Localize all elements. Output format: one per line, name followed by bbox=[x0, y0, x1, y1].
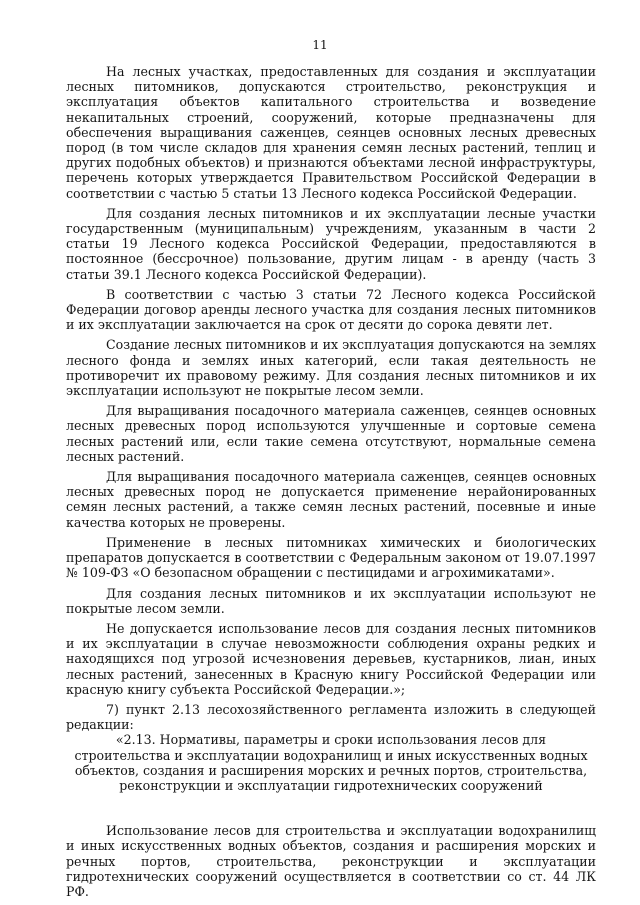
spacer bbox=[66, 793, 596, 823]
paragraph-amendment-item-7: 7) пункт 2.13 лесохозяйственного регламента изложить в следующей редакции: bbox=[66, 701, 596, 733]
paragraph-seed-restrictions: Для выращивания посадочного материала саженцев, сеянцев основных лесных древесных пород не допускается применение нерайонированных семян лесных растений, а также семян лесных растений, посевные и иные качества которых не проверены. bbox=[66, 469, 596, 530]
paragraph-land-provision: Для создания лесных питомников и их эксплуатации лесные участки государственным (муниципальным) учреждениям, указанным в части 2 статьи 19 Лесного кодекса Российской Федерации, предоставляются в постоянное (бессрочное) пользование, другим лицам - в аренду (часть 3 статьи 39.1 Лесного кодекса Российской Федерации). bbox=[66, 205, 596, 282]
paragraph-unforested-land: Для создания лесных питомников и их эксплуатации используют не покрытые лесом земли. bbox=[66, 585, 596, 616]
paragraph-improved-seeds: Для выращивания посадочного материала саженцев, сеянцев основных лесных древесных пород используются улучшенные и сортовые семена лесных растений или, если такие семена отсутствуют, нормальные семена лесных растений. bbox=[66, 403, 596, 464]
paragraph-lease-term: В соответствии с частью 3 статьи 72 Лесного кодекса Российской Федерации договор аренды лесного участка для создания лесных питомников и их эксплуатации заключается на срок от десяти до сорока девяти лет. bbox=[66, 286, 596, 333]
paragraph-land-categories: Создание лесных питомников и их эксплуатация допускаются на землях лесного фонда и землях иных категорий, если такая деятельность не противоречит их правовому режиму. Для создания лесных питомников и их эксплуатации используют не покрытые лесом земли. bbox=[66, 337, 596, 399]
paragraph-nursery-construction: На лесных участках, предоставленных для создания и эксплуатации лесных питомников, допускаются строительство, реконструкция и эксплуатация объектов капитального строительства и возведение некапитальных строений, сооружений, которые предназначены для обеспечения выращивания саженцев, сеянцев основных лесных древесных пород (в том числе складов для хранения семян лесных растений, теплиц и других подобных объектов) и признаются объектами лесной инфраструктуры, перечень которых утверждается Правительством Российской Федерации в соответствии с частью 5 статьи 13 Лесного кодекса Российской Федерации. bbox=[66, 64, 596, 201]
paragraph-protected-species: Не допускается использование лесов для создания лесных питомников и их эксплуатации в случае невозможности соблюдения охраны редких и находящихся под угрозой исчезновения деревьев, кустарников, лиан, иных лесных растений, занесенных в Красную книгу Российской Федерации или красную книгу субъекта Российской Федерации.»; bbox=[66, 620, 596, 697]
document-body bbox=[66, 64, 596, 899]
section-heading: «2.13. Нормативы, параметры и сроки использования лесов для строительства и эксплуатации водохранилищ и иных искусственных водных объектов, создания и расширения морских и речных портов, строительства, реконструкции и эксплуатации гидротехнических сооружений bbox=[74, 732, 588, 793]
paragraph-pesticides: Применение в лесных питомниках химических и биологических препаратов допускается в соответствии с Федеральным законом от 19.07.1997 № 109-ФЗ «О безопасном обращении с пестицидами и агрохимикатами». bbox=[66, 534, 596, 581]
paragraph-final: Использование лесов для строительства и эксплуатации водохранилищ и иных искусственных водных объектов, создания и расширения морских и речных портов, строительства, реконструкции и эксплуатации гидротехнических сооружений осуществляется в соответствии со ст. 44 ЛК РФ. bbox=[66, 823, 596, 899]
page-number: 11 bbox=[312, 38, 328, 52]
